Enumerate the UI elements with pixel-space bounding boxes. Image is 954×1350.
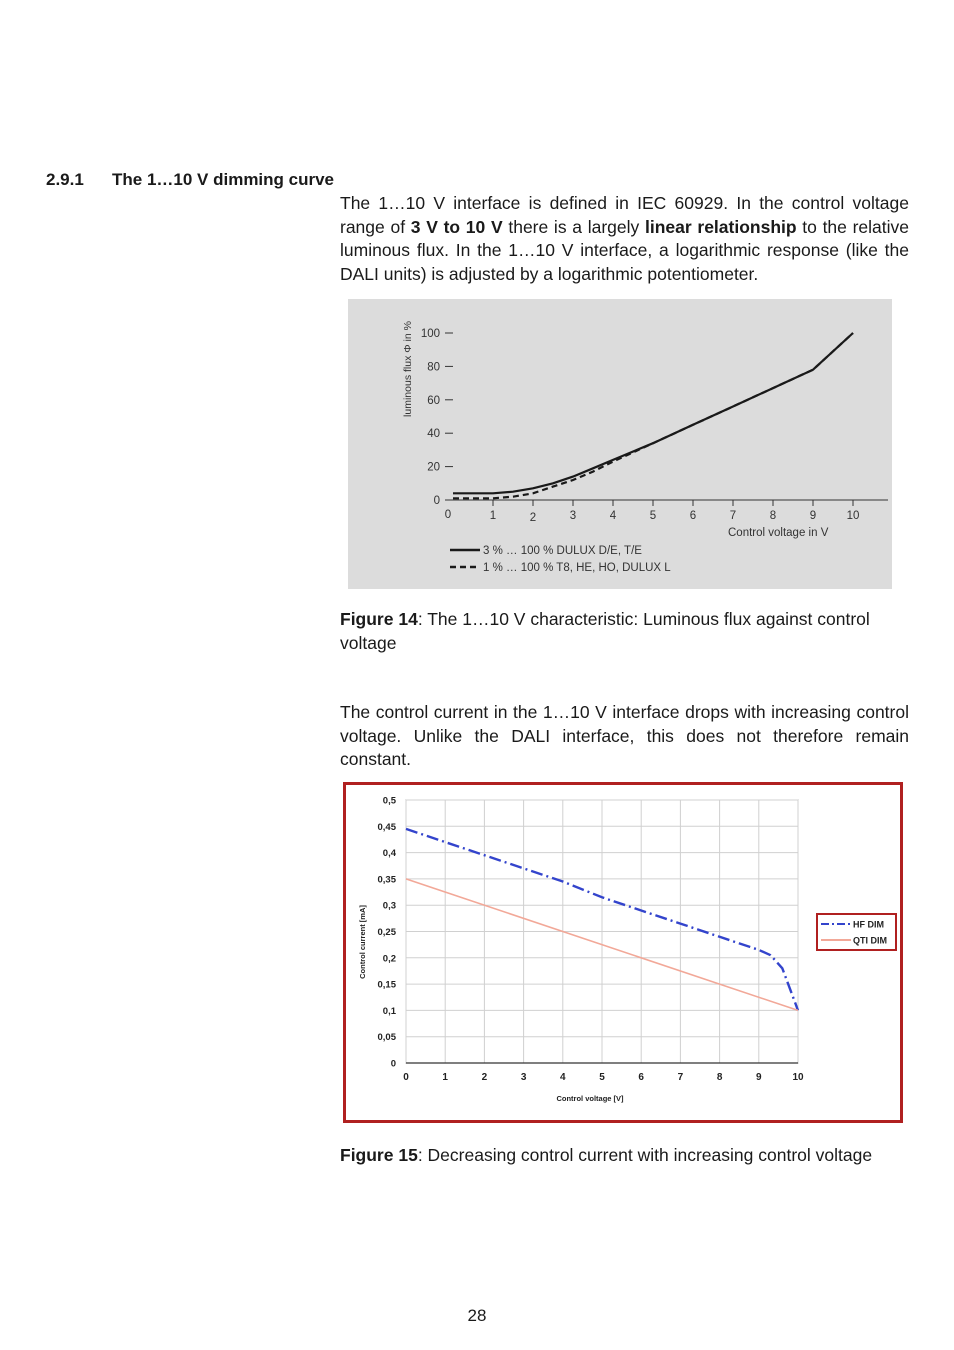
- y-tick-label: 0,4: [382, 848, 396, 860]
- y-tick-label: 0,35: [377, 874, 396, 886]
- figure-14-text: : The 1…10 V characteristic: Luminous flux against control voltage: [340, 609, 870, 653]
- x-tick-label: 1: [489, 510, 497, 522]
- intro-bold-2: linear relationship: [644, 216, 797, 237]
- y-tick-label: 0: [390, 1058, 396, 1070]
- intro-text-3: to the relative luminous flux. In the 1…10 V interface, a logarithmic response (like the DALI units) is adjusted by a logarithmic potentiometer.: [340, 216, 910, 284]
- x-tick-label: 4: [560, 1072, 566, 1083]
- x-tick-label: 10: [792, 1072, 804, 1083]
- x-tick-label: 7: [677, 1072, 684, 1083]
- section-title: The 1…10 V dimming curve: [112, 170, 335, 189]
- page-number: 28: [467, 1306, 487, 1325]
- x-tick-label: 5: [599, 1072, 605, 1083]
- figure-14-label: Figure 14: [340, 609, 418, 629]
- y-axis-label: luminous flux Φ in %: [402, 321, 414, 417]
- x-axis-label: Control voltage in V: [728, 527, 829, 539]
- x-tick-label: 4: [609, 510, 617, 522]
- y-tick-label: 20: [427, 461, 440, 474]
- series-line-2: [453, 333, 853, 498]
- legend-label-2: 1 % … 100 % T8, HE, HO, DULUX L: [483, 562, 671, 574]
- x-tick-label: 6: [689, 510, 697, 522]
- current-paragraph: The control current in the 1…10 V interface drops with increasing control voltage. Unlike the DALI interface, this does not therefore remain constant.: [340, 702, 909, 769]
- x-tick-label: 8: [716, 1072, 723, 1083]
- current-chart-svg: [343, 782, 903, 1123]
- intro-bold-1: 3 V to 10 V: [410, 216, 503, 237]
- x-tick-label: 3: [520, 1072, 527, 1083]
- x-tick-label: 2: [481, 1072, 488, 1083]
- section-heading: [46, 170, 334, 190]
- y-tick-label: 0,15: [377, 979, 396, 991]
- figure-14-chart: [348, 299, 892, 589]
- y-tick-label: 100: [420, 328, 440, 340]
- section-number: 2.9.1: [46, 170, 84, 189]
- y-tick-label: 0,25: [377, 927, 396, 938]
- figure-14-caption: [340, 608, 909, 655]
- figure-15-label: Figure 15: [340, 1145, 418, 1165]
- y-tick-label: 0: [433, 495, 440, 507]
- y-tick-label: 0,5: [382, 795, 396, 807]
- x-tick-label: 2: [529, 512, 537, 524]
- x-tick-label: 1: [442, 1072, 448, 1083]
- legend-label-1: 3 % … 100 % DULUX D/E, T/E: [483, 545, 642, 557]
- y-tick-label: 60: [427, 394, 440, 407]
- x-tick-label: 10: [846, 510, 860, 522]
- legend-label-2: QTI DIM: [853, 935, 887, 946]
- figure-15-text: : Decreasing control current with increasing control voltage: [417, 1145, 873, 1165]
- y-tick-label: 0,45: [377, 821, 396, 833]
- flux-chart-svg: [348, 299, 892, 589]
- intro-paragraph: [340, 192, 909, 286]
- x-tick-label: 7: [729, 510, 737, 522]
- figure-15-caption: [340, 1144, 909, 1168]
- intro-text-1: The 1…10 V interface is defined in IEC 60929. In the control voltage range of: [340, 193, 909, 237]
- x-tick-label: 8: [769, 510, 777, 522]
- x-tick-label: 9: [756, 1072, 762, 1083]
- x-tick-label: 3: [569, 510, 577, 522]
- series-line-1: [453, 333, 853, 493]
- legend-label-1: HF DIM: [853, 919, 884, 930]
- y-tick-label: 0,1: [382, 1005, 396, 1017]
- x-tick-label: 0: [444, 509, 452, 521]
- x-tick-label: 0: [403, 1072, 409, 1083]
- y-tick-label: 40: [427, 428, 440, 441]
- y-tick-label: 0,3: [382, 900, 396, 912]
- x-tick-label: 9: [809, 510, 817, 522]
- x-axis-label: Control voltage [V]: [556, 1094, 624, 1103]
- x-tick-label: 5: [649, 510, 657, 522]
- x-tick-label: 6: [638, 1072, 644, 1083]
- y-tick-label: 0,2: [382, 953, 396, 965]
- y-axis-label: Control current [mA]: [358, 905, 367, 979]
- figure-15-chart: [343, 782, 903, 1123]
- intro-text-2: there is a largely: [502, 216, 645, 237]
- y-tick-label: 80: [427, 361, 440, 374]
- y-tick-label: 0,05: [377, 1032, 396, 1044]
